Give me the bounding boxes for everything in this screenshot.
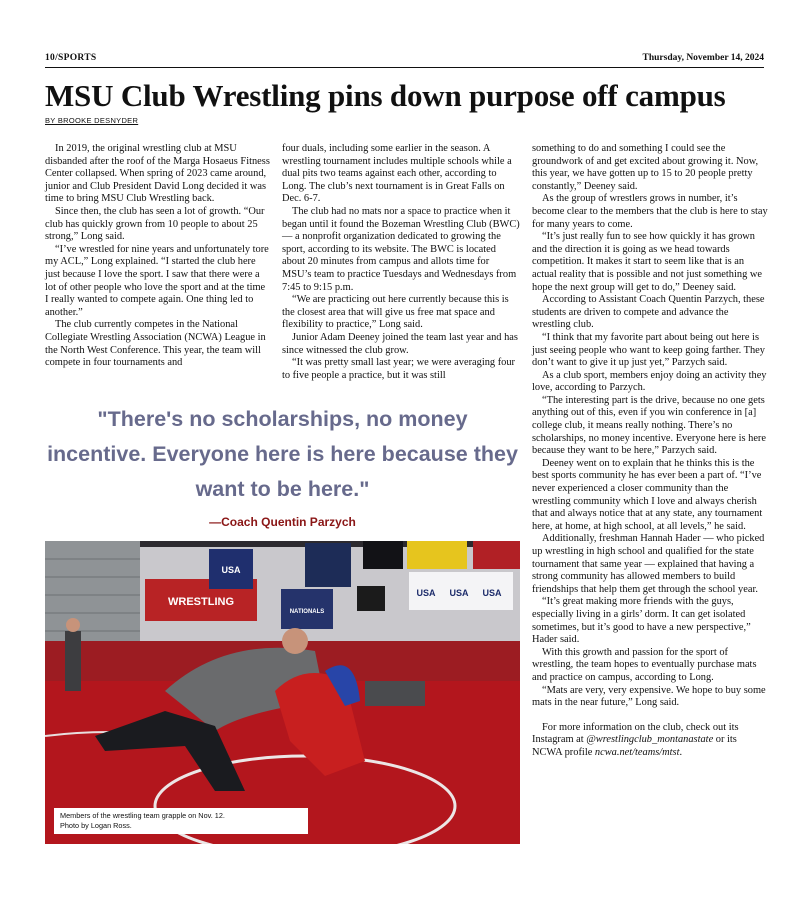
yellow-flag	[407, 541, 467, 569]
more-info-paragraph	[532, 722, 768, 760]
paragraph: The club had no mats nor a space to practice when it began until it found the Bozeman Wrestling Club (BWC) — a nonprofit organization dedicated to growing the sport, according to its website. The BWC is located about 20 minutes from campus and allots time for MSU’s team to practice Tuesdays and Wednesdays from 7:45 to 9:15 p.m.	[282, 205, 520, 293]
paragraph: four duals, including some earlier in the season. A wrestling tournament includes multiple schools while a dual pits two teams against each other, according to Long. The club’s next tournament is in Great Falls on Dec. 6-7.	[282, 143, 512, 205]
background-wrestlers	[365, 681, 425, 706]
paragraph: “Mats are very, very expensive. We hope to buy some mats in the near future,” Long said.	[532, 684, 766, 709]
paragraph: In 2019, the original wrestling club at MSU disbanded after the roof of the Marga Hosaeus Fitness Center collapsed. When spring of 2023 came around, junior and Club President David Long decided it was time to bring MSU Club Wrestling back.	[45, 143, 270, 205]
paragraph: “It’s just really fun to see how quickly it has grown and the direction it is going as we head towards competition. It makes it start to seem like that is an actual reality that is possible and not just something we hope the next group will get to do,” Deeney said.	[532, 231, 762, 293]
usa-row-label: USA	[449, 588, 469, 598]
byline: BY BROOKE DESNYDER	[45, 116, 139, 125]
pull-quote-attribution: —Coach Quentin Parzych	[209, 515, 356, 529]
paragraph: As a club sport, members enjoy doing an activity they love, according to Parzych.	[532, 369, 767, 394]
paragraph: “It was pretty small last year; we were averaging four to five people a practice, but it was still	[282, 357, 516, 381]
wrestler-head	[282, 628, 308, 654]
wrestling-photo	[45, 541, 520, 844]
paragraph: “The interesting part is the drive, because no one gets anything out of this, even if you win conference in [a] college club, it means really nothing. There’s no scholarships, no money incentive. Everyone here is here because they want to be here,” Parzych said.	[532, 394, 767, 457]
header-rule	[45, 67, 764, 68]
photo-credit: Photo by Logan Ross.	[60, 821, 132, 830]
standing-person	[65, 631, 81, 691]
paragraph: something to do and something I could see the groundwork of and get excited about growing it. Now, this year, we have gotten up to 15 to 20 people pretty constantly,” Deeney said.	[532, 143, 759, 192]
paragraph: Additionally, freshman Hannah Hader — who picked up wrestling in high school and qualified for the state tournament that same year — explained that having a strong community has allowed members to build friendships that help them get through the school year.	[532, 533, 765, 595]
paragraph: With this growth and passion for the sport of wrestling, the team hopes to eventually purchase mats and practice on campus, according to Long.	[532, 646, 757, 683]
article-column-1	[45, 143, 271, 370]
headline: MSU Club Wrestling pins down purpose off campus	[45, 78, 726, 113]
small-sign	[357, 586, 385, 611]
article-column-2	[282, 143, 520, 382]
red-flag	[473, 541, 520, 569]
paragraph: Deeney went on to explain that he thinks this is the best sports community he has ever been a part of. “I’ve never experienced a closer community than the wrestling community which I love and always cherish that and always notice that at any state, any tournament here, at home, at high school, at all levels,” he said.	[532, 457, 763, 532]
nationals-banner-text: NATIONALS	[289, 609, 325, 615]
section-label: 10/SPORTS	[45, 53, 97, 63]
usa-row-label: USA	[482, 588, 502, 598]
garage-door	[45, 541, 140, 651]
usa-row-label: USA	[416, 588, 436, 598]
article-column-3	[532, 143, 768, 760]
paragraph: Since then, the club has seen a lot of growth. “Our club has quickly grown from 10 people to about 25 strong,” Long said.	[45, 205, 265, 243]
paragraph: “We are practicing out here currently because this is the closest area that will give us free mat space and flexibility to practice,” Long said.	[282, 294, 509, 331]
photo-caption	[54, 808, 308, 834]
pull-quote: "There's no scholarships, no money incentive. Everyone here is here because they want to be here."	[47, 407, 518, 501]
paragraph: “I’ve wrestled for nine years and unfortunately tore my ACL,” Long explained. “I started the club here just because I love the sport. I saw that there were a lot of other people who love the sport and at the time I really wanted to compete again. One thing led to another.”	[45, 243, 269, 318]
paragraph: “I think that my favorite part about being out here is just seeing people who want to keep going farther. They don’t want to give it up just yet,” Parzych said.	[532, 331, 765, 369]
instagram-handle-link[interactable]: @wrestlingclub_montanastate	[586, 734, 714, 746]
caption-text: Members of the wrestling team grapple on Nov. 12.	[60, 811, 225, 820]
issue-date: Thursday, November 14, 2024	[642, 53, 764, 63]
window	[363, 541, 403, 569]
more-info-middle: or its NCWA profile	[532, 734, 737, 758]
page-header	[45, 53, 764, 67]
ncwa-profile-link[interactable]: ncwa.net/teams/mtst	[594, 746, 680, 758]
poster	[305, 543, 351, 587]
paragraph: Junior Adam Deeney joined the team last year and has since witnessed the club grow.	[282, 331, 518, 356]
usa-flag-banner-text: USA	[221, 565, 241, 575]
wrestling-banner-text: WRESTLING	[168, 596, 234, 608]
more-info-prefix: For more information on the club, check out its Instagram at	[532, 721, 739, 746]
photo-scene	[45, 541, 520, 844]
paragraph: “It’s great making more friends with the guys, especially living in a girls’ dorm. It can get isolated sometimes, but it’s good to have a new perspective,” Hader said.	[532, 596, 751, 646]
paragraph: As the group of wrestlers grows in number, it’s become clear to the members that the club is here to stay for many years to come.	[532, 193, 768, 230]
paragraph: The club currently competes in the National Collegiate Wrestling Association (NCWA) League in the North West Conference. This year, the team will compete in four tournaments and	[45, 319, 266, 369]
person-head	[66, 618, 80, 632]
paragraph: According to Assistant Coach Quentin Parzych, these students are driven to compete and advance the wrestling club.	[532, 294, 765, 331]
more-info-suffix: .	[679, 746, 683, 758]
